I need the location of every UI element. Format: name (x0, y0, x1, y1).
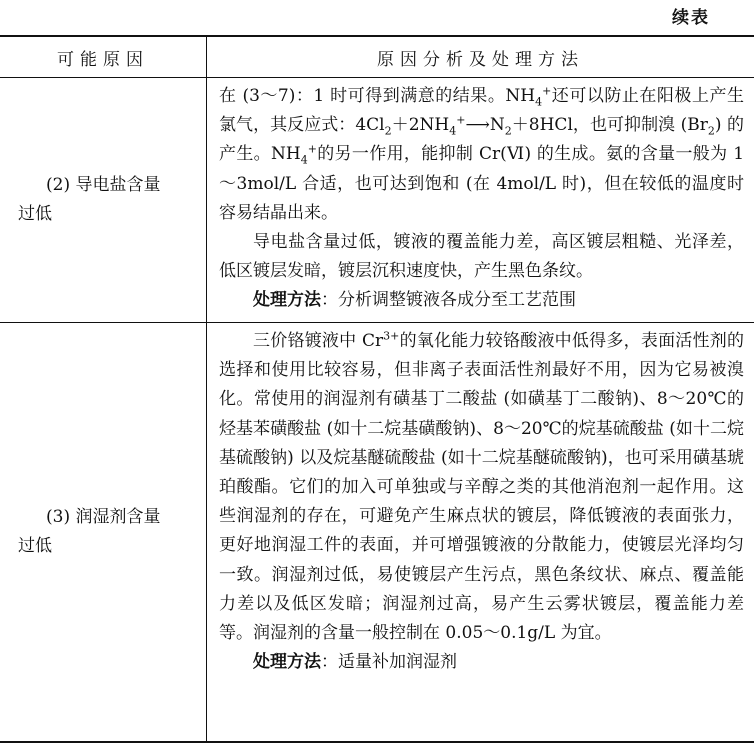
cause-cell (0, 323, 207, 741)
cause-analysis-table (0, 35, 754, 743)
cause-text-line2: 过低 (18, 204, 52, 224)
analysis-cell (207, 78, 754, 322)
header-cause: 可能原因 (0, 37, 207, 77)
method-text: ：适量补加润湿剂 (321, 652, 457, 673)
analysis-paragraph: 三价铬镀液中 $Cr^{3+}$的氧化能力较铬酸液中低得多，表面活性剂的选择和使用比较容易，但非离子表面活性剂最好不用，因为它易被溴化。常使用的润湿剂有磺基丁二酸盐 (如磺基丁二酸钠)、8～20℃的烃基苯磺酸盐 (如十二烷基磺酸钠)、8～20℃的烷基硫酸盐 (如十二烷基硫酸钠) 以及烷基醚硫酸盐 (如十二烷基醚硫酸钠)，也可采用磺基琥珀酸酯。它们的加入可单独或与辛醇之类的其他消泡剂一起作用。这些润湿剂的存在，可避免产生麻点状的镀层，降低镀液的表面张力，更好地润湿工件的表面，并可增强镀液的分散能力，使镀层光泽均匀一致。润湿剂过低，易使镀层产生污点，黑色条纹状、麻点、覆盖能力差以及低区发暗；润湿剂过高，易产生云雾状镀层，覆盖能力差等。润湿剂的含量一般控制在 0.05～0.1g/L 为宜。 (219, 329, 744, 644)
analysis-paragraph: 导电盐含量过低，镀液的覆盖能力差，高区镀层粗糙、光泽差，低区镀层发暗，镀层沉积速度快，产生黑色条纹。 (219, 232, 744, 282)
continued-label: 续表 (672, 8, 710, 28)
table-row (0, 78, 754, 323)
cause-text-line1: (2) 导电盐含量 (46, 175, 161, 195)
analysis-cell (207, 323, 754, 741)
method-paragraph (219, 648, 744, 677)
cause-text-line2: 过低 (18, 536, 52, 556)
table-header-row (0, 37, 754, 78)
cause-text-line1: (3) 润湿剂含量 (46, 507, 161, 527)
table-row (0, 323, 754, 741)
method-text: ：分析调整镀液各成分至工艺范围 (321, 290, 576, 311)
method-paragraph (219, 286, 744, 315)
cause-cell (0, 78, 207, 322)
header-analysis: 原因分析及处理方法 (377, 49, 584, 70)
analysis-paragraph: 在 (3～7)：1 时可得到满意的结果。$NH_4^+$还可以防止在阳极上产生氯气，其反应式：$4Cl_2+2NH_4^+⟶N_2+8HCl$，也可抑制溴 $(Br_2)$ 的产生。$NH_4^+$的另一作用，能抑制 Cr(Ⅵ) 的生成。氨的含量一般为 1～3mol/L 合适，也可达到饱和 (在 4mol/L 时)，但在较低的温度时容易结晶出来。 (219, 84, 745, 223)
method-label: 处理方法 (253, 290, 321, 311)
method-label: 处理方法 (253, 652, 321, 673)
